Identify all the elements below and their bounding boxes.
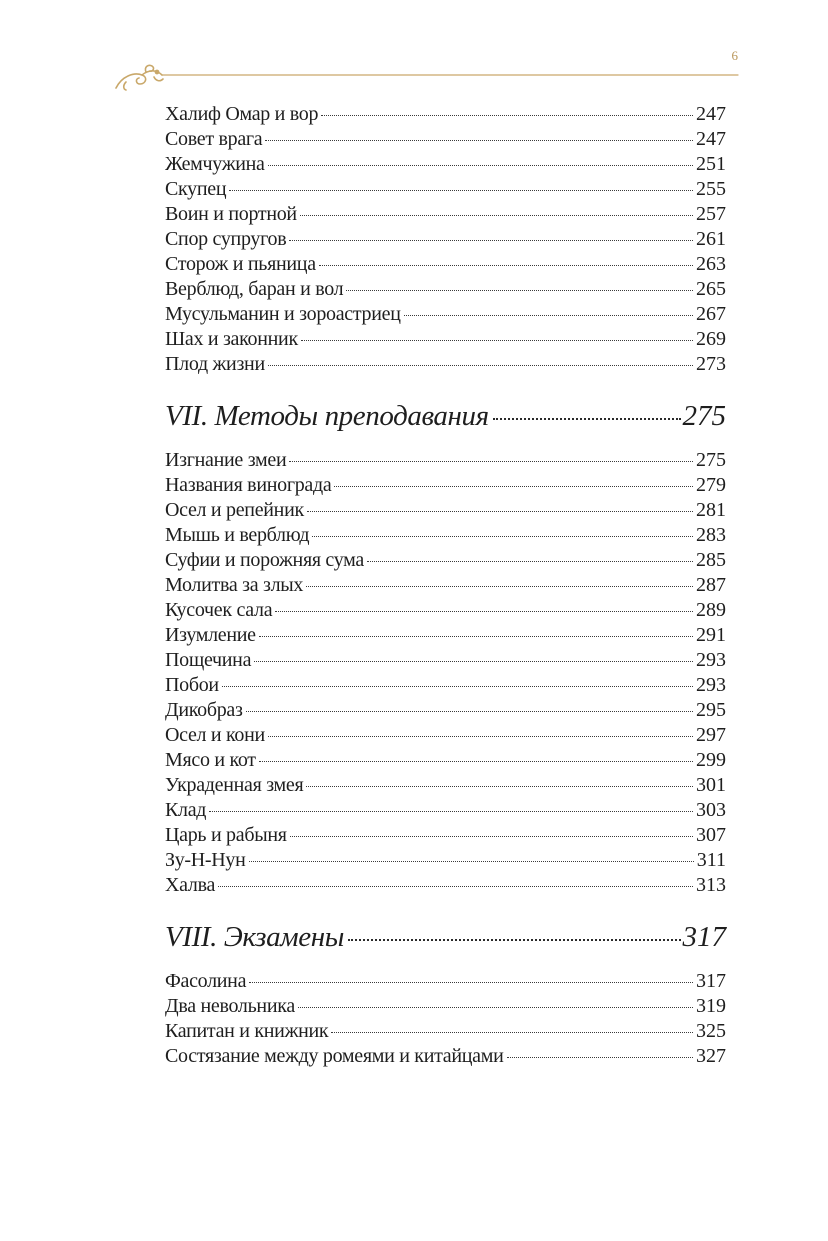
toc-entry-page: 285: [696, 549, 726, 571]
dot-leader: [312, 536, 693, 537]
toc-entry-title: Дикобраз: [165, 699, 243, 721]
toc-entry[interactable]: [165, 448, 726, 473]
dot-leader: [268, 165, 693, 166]
toc-entry-title: Осел и репейник: [165, 499, 304, 521]
toc-entry-page: 291: [696, 624, 726, 646]
toc-entry-title: Шах и законник: [165, 328, 298, 350]
dot-leader: [404, 315, 693, 316]
toc-entry-page: 269: [696, 328, 726, 350]
toc-section-chapter-8: [165, 969, 726, 1069]
toc-entry-page: 251: [696, 153, 726, 175]
toc-entry[interactable]: [165, 1044, 726, 1069]
chapter-heading-8[interactable]: [165, 918, 726, 956]
toc-entry-title: Молитва за злых: [165, 574, 304, 596]
dot-leader: [300, 215, 693, 216]
toc-entry-title: Суфии и порожняя сума: [165, 549, 364, 571]
dot-leader: [346, 290, 693, 291]
chapter-title: VIII. Экзамены: [165, 921, 344, 953]
dot-leader: [218, 886, 693, 887]
toc-entry-title: Изгнание змеи: [165, 449, 287, 471]
dot-leader: [331, 1032, 693, 1033]
toc-entry[interactable]: [165, 202, 726, 227]
toc-entry[interactable]: [165, 623, 726, 648]
toc-entry-title: Халиф Омар и вор: [165, 103, 319, 125]
toc-entry[interactable]: [165, 848, 726, 873]
toc-entry-page: 307: [696, 824, 726, 846]
dot-leader: [301, 340, 693, 341]
toc-entry[interactable]: [165, 127, 726, 152]
toc-entry[interactable]: [165, 573, 726, 598]
toc-entry-title: Совет врага: [165, 128, 263, 150]
toc-entry-page: 327: [696, 1045, 726, 1067]
toc-entry-page: 319: [696, 995, 726, 1017]
toc-entry-page: 317: [696, 970, 726, 992]
floral-ornament-icon: [112, 62, 740, 94]
toc-entry[interactable]: [165, 1019, 726, 1044]
dot-leader: [259, 636, 693, 637]
toc-entry-title: Украденная змея: [165, 774, 304, 796]
dot-leader: [507, 1057, 693, 1058]
toc-entry-title: Верблюд, баран и вол: [165, 278, 344, 300]
toc-entry-title: Скупец: [165, 178, 227, 200]
toc-entry-title: Осел и кони: [165, 724, 265, 746]
toc-entry[interactable]: [165, 723, 726, 748]
toc-entry-title: Мусульманин и зороастриец: [165, 303, 401, 325]
dot-leader: [348, 939, 681, 941]
toc-entry-page: 303: [696, 799, 726, 821]
dot-leader: [298, 1007, 693, 1008]
dot-leader: [334, 486, 693, 487]
chapter-heading-7[interactable]: [165, 397, 726, 435]
table-of-contents: [165, 102, 726, 1069]
toc-entry[interactable]: [165, 773, 726, 798]
toc-entry[interactable]: [165, 302, 726, 327]
toc-entry-title: Плод жизни: [165, 353, 265, 375]
dot-leader: [265, 140, 693, 141]
dot-leader: [290, 836, 693, 837]
chapter-page: 275: [682, 400, 726, 432]
toc-entry-title: Мясо и кот: [165, 749, 256, 771]
toc-entry-title: Побои: [165, 674, 219, 696]
toc-entry[interactable]: [165, 969, 726, 994]
toc-entry[interactable]: [165, 498, 726, 523]
toc-entry[interactable]: [165, 473, 726, 498]
dot-leader: [249, 861, 694, 862]
toc-entry-page: 293: [696, 649, 726, 671]
chapter-page: 317: [682, 921, 726, 953]
toc-entry[interactable]: [165, 598, 726, 623]
toc-entry[interactable]: [165, 673, 726, 698]
toc-entry-page: 301: [696, 774, 726, 796]
toc-entry-page: 261: [696, 228, 726, 250]
dot-leader: [268, 736, 693, 737]
chapter-title: VII. Методы преподавания: [165, 400, 489, 432]
dot-leader: [307, 511, 693, 512]
page-number: 6: [731, 48, 738, 63]
dot-leader: [319, 265, 693, 266]
toc-entry-title: Зу-Н-Нун: [165, 849, 246, 871]
toc-entry-title: Названия винограда: [165, 474, 332, 496]
toc-entry-title: Мышь и верблюд: [165, 524, 310, 546]
toc-entry-page: 281: [696, 499, 726, 521]
toc-entry-page: 255: [696, 178, 726, 200]
toc-entry[interactable]: [165, 152, 726, 177]
dot-leader: [229, 190, 693, 191]
toc-entry[interactable]: [165, 748, 726, 773]
toc-entry-page: 325: [696, 1020, 726, 1042]
dot-leader: [367, 561, 693, 562]
toc-entry-title: Капитан и книжник: [165, 1020, 329, 1042]
toc-entry[interactable]: [165, 873, 726, 898]
dot-leader: [306, 786, 693, 787]
toc-entry-page: 311: [696, 849, 726, 871]
toc-entry[interactable]: [165, 327, 726, 352]
toc-entry-page: 299: [696, 749, 726, 771]
toc-entry[interactable]: [165, 252, 726, 277]
toc-entry[interactable]: [165, 823, 726, 848]
dot-leader: [493, 418, 681, 420]
toc-entry-title: Клад: [165, 799, 207, 821]
toc-entry-page: 247: [696, 103, 726, 125]
toc-section-top: [165, 102, 726, 377]
dot-leader: [268, 365, 693, 366]
dot-leader: [259, 761, 693, 762]
toc-entry[interactable]: [165, 277, 726, 302]
toc-entry-page: 297: [696, 724, 726, 746]
toc-entry[interactable]: [165, 177, 726, 202]
toc-entry-page: 295: [696, 699, 726, 721]
toc-entry-page: 275: [696, 449, 726, 471]
toc-entry-page: 257: [696, 203, 726, 225]
toc-entry-title: Воин и портной: [165, 203, 297, 225]
toc-entry-page: 287: [696, 574, 726, 596]
toc-entry-title: Сторож и пьяница: [165, 253, 316, 275]
toc-entry-page: 283: [696, 524, 726, 546]
toc-entry-title: Спор супругов: [165, 228, 287, 250]
dot-leader: [254, 661, 693, 662]
toc-entry-page: 279: [696, 474, 726, 496]
toc-entry[interactable]: [165, 102, 726, 127]
toc-entry-page: 273: [696, 353, 726, 375]
toc-entry-page: 263: [696, 253, 726, 275]
toc-entry-title: Два невольника: [165, 995, 295, 1017]
dot-leader: [246, 711, 693, 712]
toc-entry[interactable]: [165, 648, 726, 673]
toc-section-chapter-7: [165, 448, 726, 898]
toc-entry-page: 313: [696, 874, 726, 896]
toc-entry-title: Царь и рабыня: [165, 824, 287, 846]
toc-entry[interactable]: [165, 994, 726, 1019]
toc-entry-page: 293: [696, 674, 726, 696]
toc-entry[interactable]: [165, 698, 726, 723]
toc-entry-title: Халва: [165, 874, 216, 896]
toc-entry-page: 289: [696, 599, 726, 621]
dot-leader: [249, 982, 693, 983]
toc-entry-page: 265: [696, 278, 726, 300]
toc-entry-title: Фасолина: [165, 970, 247, 992]
toc-entry-title: Жемчужина: [165, 153, 265, 175]
dot-leader: [275, 611, 693, 612]
toc-entry-title: Изумление: [165, 624, 256, 646]
toc-entry[interactable]: [165, 523, 726, 548]
toc-entry[interactable]: [165, 227, 726, 252]
toc-entry[interactable]: [165, 548, 726, 573]
toc-entry[interactable]: [165, 798, 726, 823]
toc-entry-page: 247: [696, 128, 726, 150]
dot-leader: [289, 240, 693, 241]
toc-entry[interactable]: [165, 352, 726, 377]
toc-entry-title: Кусочек сала: [165, 599, 273, 621]
dot-leader: [222, 686, 693, 687]
dot-leader: [321, 115, 693, 116]
toc-entry-title: Пощечина: [165, 649, 252, 671]
dot-leader: [306, 586, 693, 587]
dot-leader: [289, 461, 693, 462]
toc-entry-page: 267: [696, 303, 726, 325]
toc-entry-title: Состязание между ромеями и китайцами: [165, 1045, 504, 1067]
dot-leader: [209, 811, 693, 812]
